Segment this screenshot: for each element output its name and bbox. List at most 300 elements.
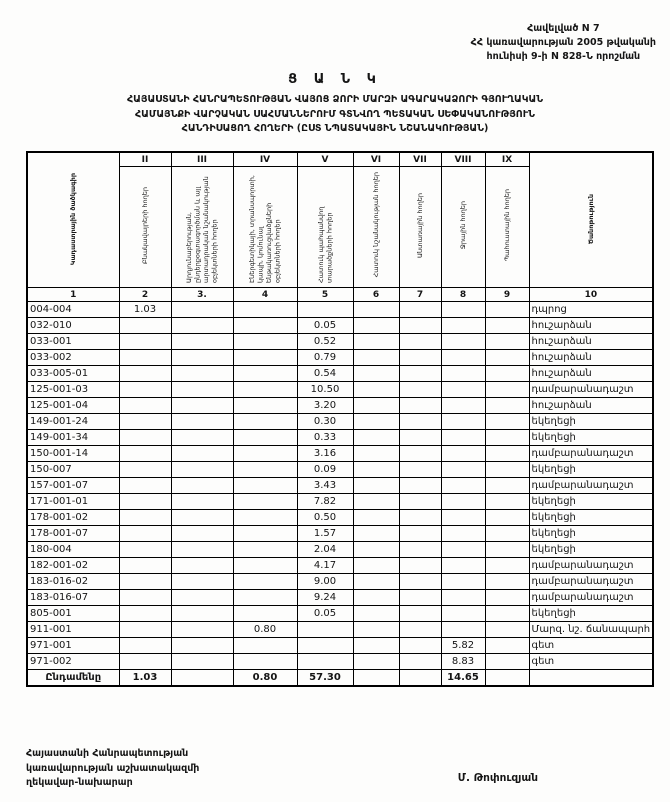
area-value-cell [233, 350, 297, 366]
note-cell: Մարզ. նշ. ճանապարհ [529, 622, 653, 638]
area-value-cell: 0.52 [297, 334, 353, 350]
area-value-cell [399, 574, 441, 590]
area-value-cell: 5.82 [441, 638, 485, 654]
area-value-cell [233, 478, 297, 494]
area-value-cell [233, 398, 297, 414]
area-value-cell [171, 654, 233, 670]
area-value-cell [119, 334, 171, 350]
area-value-cell [233, 574, 297, 590]
column-number: 3. [171, 288, 233, 302]
column-number: 5 [297, 288, 353, 302]
area-value-cell [233, 494, 297, 510]
area-value-cell: 9.24 [297, 590, 353, 606]
area-value-cell [485, 574, 529, 590]
cadastral-code-cell: 183-016-02 [27, 574, 119, 590]
area-value-cell [119, 510, 171, 526]
area-value-cell [399, 606, 441, 622]
area-value-cell [233, 334, 297, 350]
area-value-cell [171, 302, 233, 318]
area-value-cell [441, 478, 485, 494]
area-value-cell: 1.03 [119, 302, 171, 318]
area-value-cell: 0.33 [297, 430, 353, 446]
note-cell: դամբարանադաշտ [529, 382, 653, 398]
table-row [27, 350, 653, 366]
totals-value: 57.30 [297, 670, 353, 687]
roman-numeral: VIII [441, 152, 485, 167]
table-row [27, 526, 653, 542]
area-value-cell [353, 398, 399, 414]
area-value-cell [171, 366, 233, 382]
area-value-cell [485, 590, 529, 606]
table-row [27, 446, 653, 462]
note-cell: հուշարձան [529, 334, 653, 350]
area-value-cell [233, 590, 297, 606]
table-row [27, 638, 653, 654]
area-value-cell [485, 542, 529, 558]
area-value-cell [119, 414, 171, 430]
area-value-cell: 0.50 [297, 510, 353, 526]
area-value-cell [119, 542, 171, 558]
area-value-cell [441, 542, 485, 558]
column-header-water-lands: Ջրային հողեր [441, 167, 485, 288]
area-value-cell: 3.20 [297, 398, 353, 414]
area-value-cell: 2.04 [297, 542, 353, 558]
table-row [27, 318, 653, 334]
area-value-cell [119, 622, 171, 638]
area-value-cell [119, 318, 171, 334]
cadastral-code-cell: 180-004 [27, 542, 119, 558]
area-value-cell [353, 334, 399, 350]
area-value-cell [485, 622, 529, 638]
area-value-cell [171, 414, 233, 430]
area-value-cell [441, 590, 485, 606]
area-value-cell [119, 366, 171, 382]
area-value-cell [233, 654, 297, 670]
area-value-cell [119, 574, 171, 590]
cadastral-code-cell: 182-001-02 [27, 558, 119, 574]
area-value-cell [441, 430, 485, 446]
area-value-cell [441, 414, 485, 430]
roman-numeral: IX [485, 152, 529, 167]
column-number: 9 [485, 288, 529, 302]
area-value-cell [353, 462, 399, 478]
totals-value: 1.03 [119, 670, 171, 687]
area-value-cell [441, 302, 485, 318]
area-value-cell [485, 478, 529, 494]
area-value-cell: 3.16 [297, 446, 353, 462]
area-value-cell [399, 350, 441, 366]
area-value-cell [441, 622, 485, 638]
totals-value [399, 670, 441, 687]
area-value-cell [297, 622, 353, 638]
area-value-cell [119, 494, 171, 510]
area-value-cell [441, 398, 485, 414]
area-value-cell [171, 318, 233, 334]
table-row [27, 414, 653, 430]
annex-line: ՀՀ կառավարության 2005 թվականի [470, 36, 656, 48]
area-value-cell [171, 494, 233, 510]
note-cell: հուշարձան [529, 366, 653, 382]
column-header-special-purpose-lands: Հատուկ նշանակության հողեր [353, 167, 399, 288]
totals-label: Ընդամենը [27, 670, 119, 687]
totals-value [353, 670, 399, 687]
note-cell: եկեղեցի [529, 606, 653, 622]
area-value-cell [297, 654, 353, 670]
area-value-cell [485, 366, 529, 382]
area-value-cell [353, 350, 399, 366]
area-value-cell: 9.00 [297, 574, 353, 590]
note-cell: դամբարանադաշտ [529, 574, 653, 590]
area-value-cell [441, 462, 485, 478]
area-value-cell [233, 430, 297, 446]
totals-row [27, 670, 653, 687]
area-value-cell [353, 574, 399, 590]
table-row [27, 574, 653, 590]
title-line: ՀԱՆԴԻՍԱՑՈՂ ՀՈՂԵՐԻ (ԸՍՏ ՆՊԱՏԱԿԱՅԻՆ ՆՇԱՆԱԿՈՒԹՅԱՆ) [181, 123, 489, 135]
area-value-cell [485, 430, 529, 446]
area-value-cell [171, 334, 233, 350]
area-value-cell: 0.05 [297, 606, 353, 622]
area-value-cell [119, 654, 171, 670]
cadastral-code-cell: 178-001-02 [27, 510, 119, 526]
table-row [27, 366, 653, 382]
area-value-cell [399, 318, 441, 334]
area-value-cell: 0.80 [233, 622, 297, 638]
area-value-cell [171, 446, 233, 462]
area-value-cell [485, 350, 529, 366]
area-value-cell [171, 382, 233, 398]
area-value-cell [353, 446, 399, 462]
area-value-cell [119, 638, 171, 654]
area-value-cell [233, 558, 297, 574]
area-value-cell [119, 350, 171, 366]
table-row [27, 430, 653, 446]
column-number: 2 [119, 288, 171, 302]
area-value-cell [233, 462, 297, 478]
roman-numeral: II [119, 152, 171, 167]
area-value-cell [399, 526, 441, 542]
area-value-cell [399, 494, 441, 510]
area-value-cell [297, 302, 353, 318]
area-value-cell [485, 302, 529, 318]
area-value-cell [399, 398, 441, 414]
area-value-cell [233, 302, 297, 318]
note-cell: եկեղեցի [529, 462, 653, 478]
area-value-cell [399, 414, 441, 430]
column-number: 1 [27, 288, 119, 302]
area-value-cell [399, 462, 441, 478]
table-row [27, 622, 653, 638]
table-row [27, 558, 653, 574]
cadastral-code-cell: 125-001-04 [27, 398, 119, 414]
note-cell: գետ [529, 638, 653, 654]
cadastral-code-cell: 171-001-01 [27, 494, 119, 510]
area-value-cell [353, 494, 399, 510]
annex-reference [471, 22, 656, 63]
area-value-cell [119, 398, 171, 414]
document-type-heading: Ց Ա Ն Կ [288, 72, 382, 87]
roman-numeral: III [171, 152, 233, 167]
totals-value [171, 670, 233, 687]
area-value-cell [485, 654, 529, 670]
area-value-cell [233, 446, 297, 462]
note-cell: դամբարանադաշտ [529, 558, 653, 574]
area-value-cell [399, 638, 441, 654]
area-value-cell: 4.17 [297, 558, 353, 574]
note-cell: հուշարձան [529, 350, 653, 366]
cadastral-code-cell: 805-001 [27, 606, 119, 622]
area-value-cell [399, 478, 441, 494]
area-value-cell [485, 398, 529, 414]
area-value-cell [485, 318, 529, 334]
table-row [27, 494, 653, 510]
table-row [27, 478, 653, 494]
area-value-cell [353, 606, 399, 622]
area-value-cell [485, 334, 529, 350]
area-value-cell [399, 302, 441, 318]
area-value-cell [297, 638, 353, 654]
area-value-cell [171, 430, 233, 446]
cadastral-code-cell: 157-001-07 [27, 478, 119, 494]
area-value-cell [119, 462, 171, 478]
column-header-energy-transport-lands: Էներգետիկայի, տրանսպորտի, կապի, կոմունալ ենթակառուցվածքների օբյեկտների հողեր [233, 167, 297, 288]
table-body [27, 302, 653, 687]
title-line: ՀԱՅԱՍՏԱՆԻ ՀԱՆՐԱՊԵՏՈՒԹՅԱՆ ՎԱՅՈՑ ՁՈՐԻ ՄԱՐԶԻ ԱԳԱՐԱԿԱՁՈՐԻ ԳՅՈՒՂԱԿԱՆ [126, 94, 544, 105]
area-value-cell: 1.57 [297, 526, 353, 542]
area-value-cell [119, 430, 171, 446]
area-value-cell [399, 334, 441, 350]
column-header-industrial-lands: Արդյունաբերության, ընդերքօգտագործման և այլ արտադրական նշանակության օբյեկտների հողեր [171, 167, 233, 288]
roman-numeral: IV [233, 152, 297, 167]
area-value-cell [119, 590, 171, 606]
area-value-cell [485, 446, 529, 462]
cadastral-code-cell: 971-001 [27, 638, 119, 654]
column-number: 8 [441, 288, 485, 302]
area-value-cell [353, 638, 399, 654]
area-value-cell [399, 590, 441, 606]
cadastral-code-cell: 004-004 [27, 302, 119, 318]
cadastral-code-cell: 033-001 [27, 334, 119, 350]
column-number: 10 [529, 288, 653, 302]
area-value-cell [353, 590, 399, 606]
column-header-note: Ծանոթություն [529, 152, 653, 288]
note-cell: դամբարանադաշտ [529, 446, 653, 462]
roman-numeral: VI [353, 152, 399, 167]
area-value-cell [171, 462, 233, 478]
area-value-cell [119, 606, 171, 622]
note-cell: դամբարանադաշտ [529, 478, 653, 494]
note-cell: եկեղեցի [529, 494, 653, 510]
signatory-title-line: ղեկավար-նախարար [26, 776, 133, 788]
area-value-cell [485, 494, 529, 510]
area-value-cell [171, 478, 233, 494]
area-value-cell [119, 446, 171, 462]
cadastral-code-cell: 150-007 [27, 462, 119, 478]
cadastral-code-cell: 971-002 [27, 654, 119, 670]
area-value-cell [399, 542, 441, 558]
area-value-cell [485, 638, 529, 654]
area-value-cell [233, 542, 297, 558]
area-value-cell [233, 366, 297, 382]
area-value-cell [399, 622, 441, 638]
note-cell: եկեղեցի [529, 526, 653, 542]
area-value-cell [441, 494, 485, 510]
area-value-cell [441, 574, 485, 590]
roman-numeral-row [27, 152, 653, 167]
area-value-cell [485, 526, 529, 542]
area-value-cell [171, 558, 233, 574]
area-value-cell [441, 558, 485, 574]
area-value-cell [353, 526, 399, 542]
area-value-cell [233, 382, 297, 398]
area-value-cell [353, 318, 399, 334]
signatory-title-line: կառավարության աշխատակազմի [26, 762, 200, 774]
area-value-cell: 0.09 [297, 462, 353, 478]
column-number: 4 [233, 288, 297, 302]
document-title [25, 93, 645, 137]
area-value-cell [441, 446, 485, 462]
area-value-cell [441, 366, 485, 382]
note-cell: հուշարձան [529, 318, 653, 334]
cadastral-code-cell: 183-016-07 [27, 590, 119, 606]
area-value-cell [353, 542, 399, 558]
column-number: 6 [353, 288, 399, 302]
note-cell: եկեղեցի [529, 542, 653, 558]
area-value-cell [233, 606, 297, 622]
area-value-cell [485, 510, 529, 526]
area-value-cell [233, 638, 297, 654]
area-value-cell [485, 382, 529, 398]
column-header-residential-lands: Բնակավայրերի հողեր [119, 167, 171, 288]
area-value-cell [399, 654, 441, 670]
note-cell: դամբարանադաշտ [529, 590, 653, 606]
cadastral-code-cell: 150-001-14 [27, 446, 119, 462]
area-value-cell [353, 622, 399, 638]
area-value-cell [399, 446, 441, 462]
signatory-title-block [26, 747, 199, 790]
column-header-cadastral-code: Կադաստրային ծածկագիր [27, 152, 119, 288]
area-value-cell [171, 622, 233, 638]
column-number-row [27, 288, 653, 302]
note-cell: եկեղեցի [529, 414, 653, 430]
area-value-cell [233, 414, 297, 430]
area-value-cell [441, 510, 485, 526]
area-value-cell [485, 462, 529, 478]
area-value-cell [441, 334, 485, 350]
area-value-cell [399, 366, 441, 382]
table-row [27, 302, 653, 318]
area-value-cell [171, 398, 233, 414]
area-value-cell: 0.54 [297, 366, 353, 382]
area-value-cell [485, 414, 529, 430]
cadastral-code-cell: 149-001-24 [27, 414, 119, 430]
table-row [27, 590, 653, 606]
area-value-cell [171, 510, 233, 526]
area-value-cell [485, 558, 529, 574]
note-cell: եկեղեցի [529, 430, 653, 446]
area-value-cell [171, 574, 233, 590]
area-value-cell [171, 542, 233, 558]
cadastral-code-cell: 033-002 [27, 350, 119, 366]
area-value-cell [171, 606, 233, 622]
area-value-cell [353, 478, 399, 494]
note-cell: գետ [529, 654, 653, 670]
cadastral-code-cell: 178-001-07 [27, 526, 119, 542]
cadastral-code-cell: 911-001 [27, 622, 119, 638]
area-value-cell: 10.50 [297, 382, 353, 398]
annex-line: հունիսի 9-ի N 828-Ն որոշման [486, 50, 641, 62]
annex-line: Հավելված N 7 [527, 23, 600, 34]
signatory-title-line: Հայաստանի Հանրապետության [26, 748, 189, 760]
note-cell: հուշարձան [529, 398, 653, 414]
totals-value [529, 670, 653, 687]
area-value-cell [399, 558, 441, 574]
area-value-cell: 8.83 [441, 654, 485, 670]
column-number: 7 [399, 288, 441, 302]
cadastral-code-cell: 033-005-01 [27, 366, 119, 382]
area-value-cell [399, 510, 441, 526]
area-value-cell: 0.30 [297, 414, 353, 430]
area-value-cell [353, 510, 399, 526]
roman-numeral: VII [399, 152, 441, 167]
signatory-name: Մ. Թոփուզյան [457, 772, 538, 784]
area-value-cell [399, 430, 441, 446]
totals-value: 14.65 [441, 670, 485, 687]
area-value-cell [119, 382, 171, 398]
area-value-cell [485, 606, 529, 622]
area-value-cell: 0.79 [297, 350, 353, 366]
area-value-cell [353, 366, 399, 382]
cadastral-code-cell: 125-001-03 [27, 382, 119, 398]
area-value-cell: 7.82 [297, 494, 353, 510]
column-header-reserve-lands: Պահուստային հողեր [485, 167, 529, 288]
table-row [27, 462, 653, 478]
land-register-table [26, 151, 654, 687]
totals-value [485, 670, 529, 687]
area-value-cell [119, 558, 171, 574]
area-value-cell [233, 526, 297, 542]
area-value-cell [353, 430, 399, 446]
cadastral-code-cell: 032-010 [27, 318, 119, 334]
table-row [27, 542, 653, 558]
area-value-cell [441, 350, 485, 366]
area-value-cell [233, 318, 297, 334]
area-value-cell [353, 654, 399, 670]
area-value-cell: 0.05 [297, 318, 353, 334]
area-value-cell [441, 382, 485, 398]
table-row [27, 510, 653, 526]
title-line: ՀԱՄԱՅՆՔԻ ՎԱՐՉԱԿԱՆ ՍԱՀՄԱՆՆԵՐՈՒՄ ԳՏՆՎՈՂ ՊԵՏԱԿԱՆ ՍԵՓԱԿԱՆՈՒԹՅՈՒՆ [135, 108, 535, 120]
column-header-protected-lands: Հատուկ պահպանվող տարածքների հողեր [297, 167, 353, 288]
area-value-cell [353, 558, 399, 574]
area-value-cell [441, 526, 485, 542]
area-value-cell [353, 414, 399, 430]
note-cell: դպրոց [529, 302, 653, 318]
column-header-forest-lands: Անտառային հողեր [399, 167, 441, 288]
area-value-cell [441, 606, 485, 622]
table-row [27, 334, 653, 350]
area-value-cell [171, 350, 233, 366]
table-row [27, 654, 653, 670]
area-value-cell [171, 590, 233, 606]
area-value-cell [233, 510, 297, 526]
roman-numeral: V [297, 152, 353, 167]
note-cell: եկեղեցի [529, 510, 653, 526]
area-value-cell [399, 382, 441, 398]
area-value-cell [353, 382, 399, 398]
area-value-cell [353, 302, 399, 318]
area-value-cell [119, 526, 171, 542]
